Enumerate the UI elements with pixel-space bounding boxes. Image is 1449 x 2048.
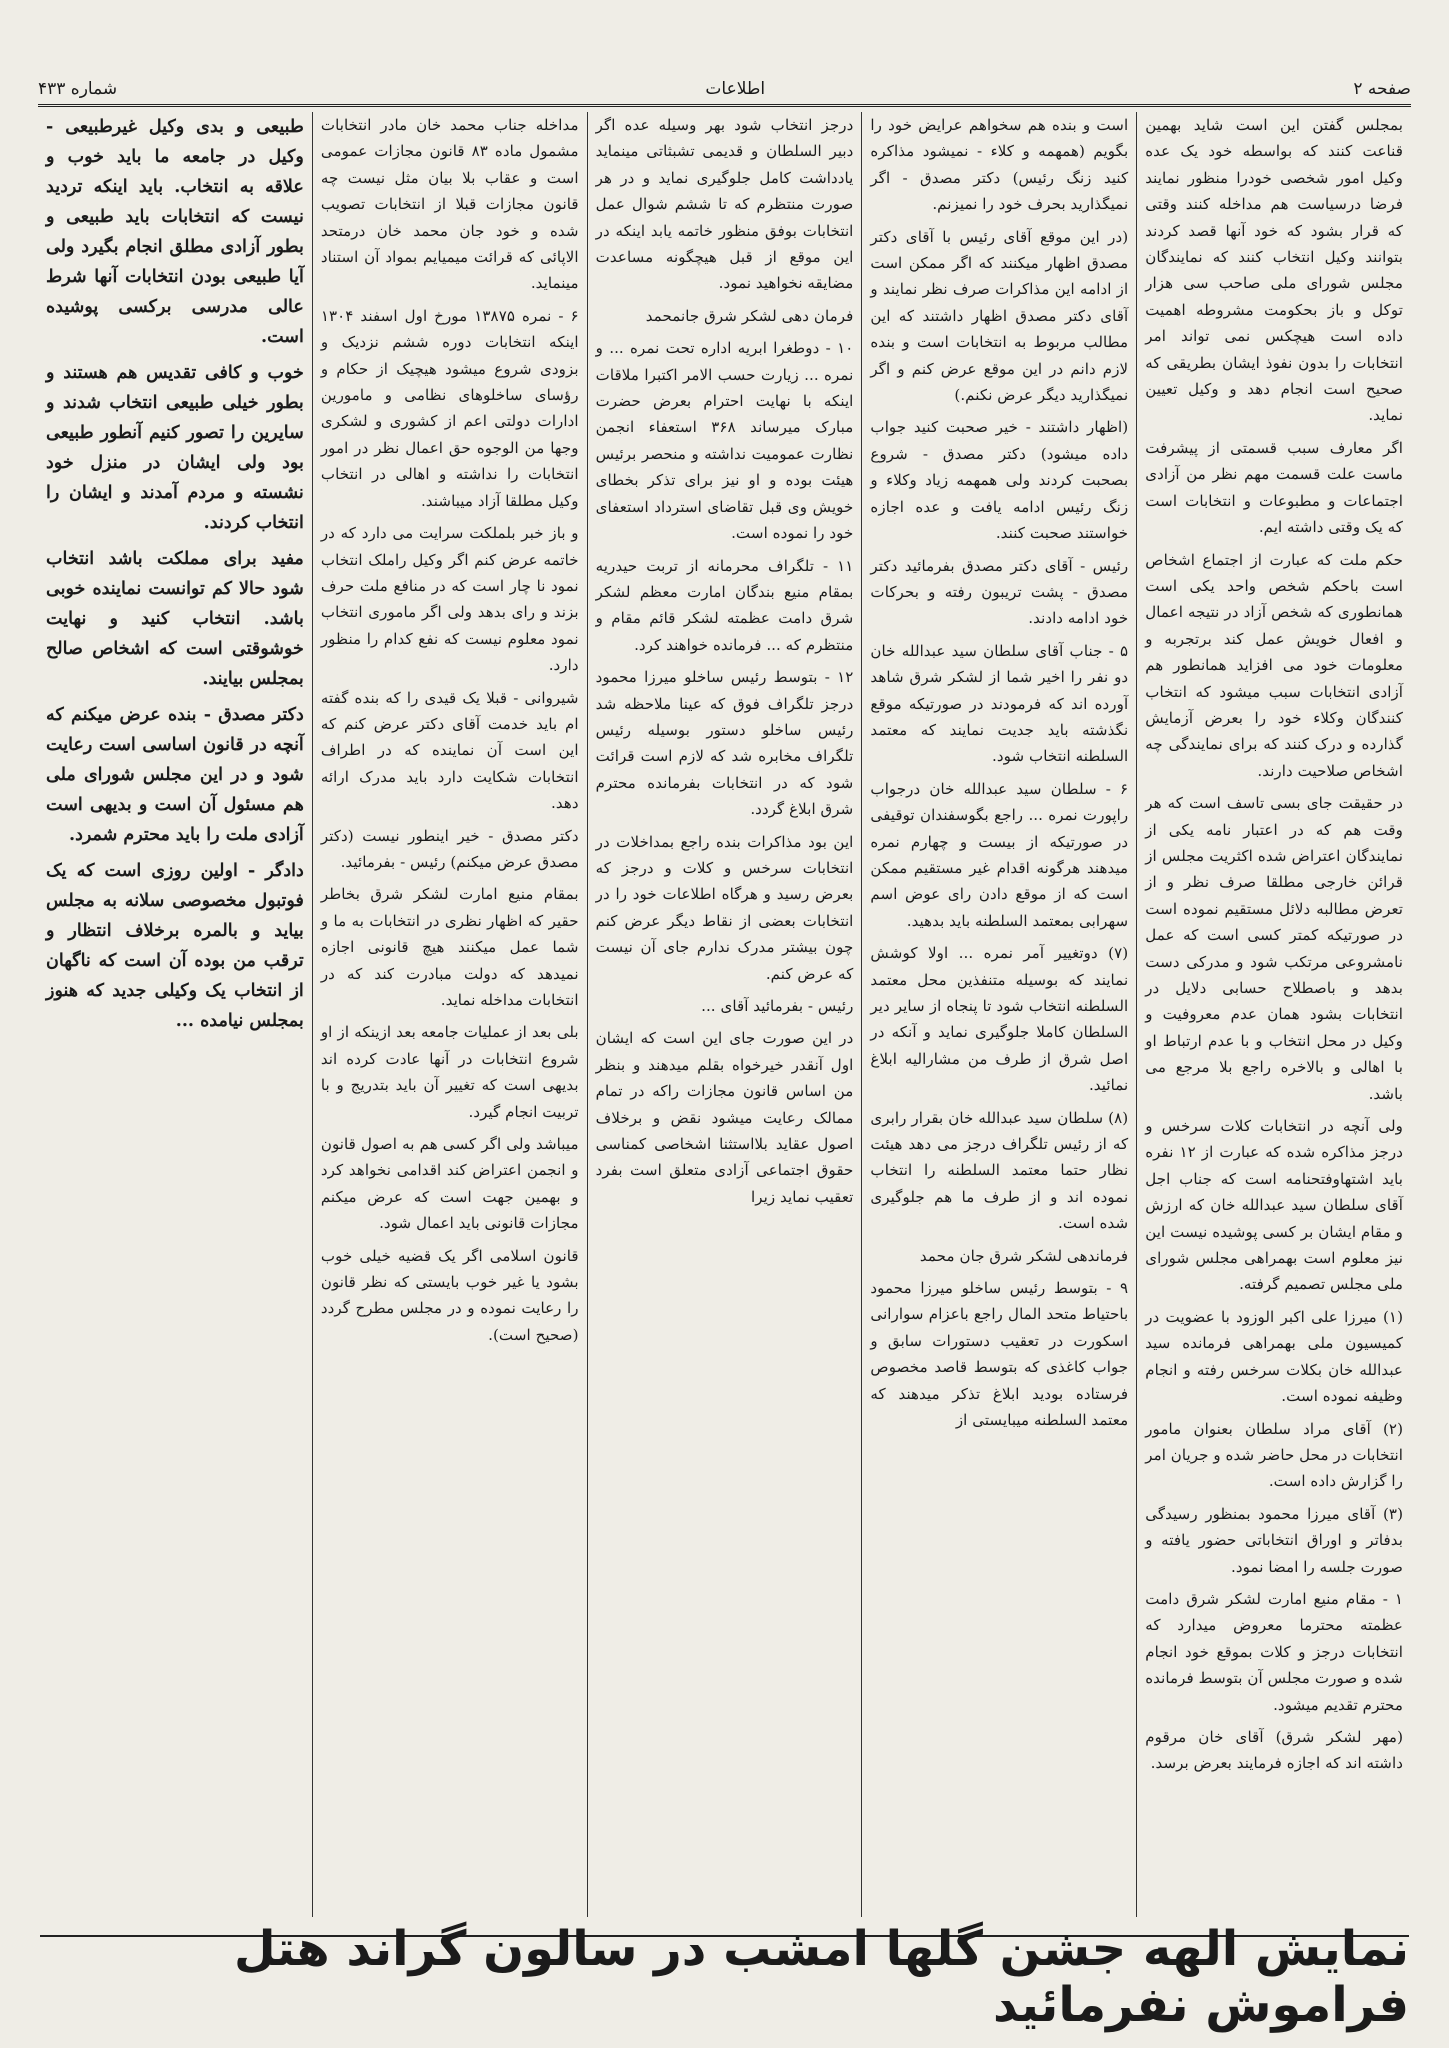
paragraph: بمقام منیع امارت لشکر شرق بخاطر حقیر که اظهار نظری در انتخابات به ما و شما عمل میکنند هیچ قانونی اجازه نمیدهد که دولت مبادرت کند که در انتخابات مداخله نماید. bbox=[320, 885, 579, 1009]
page-number: صفحه ۲ bbox=[1353, 79, 1411, 99]
article-column-2 bbox=[861, 112, 1136, 1917]
paragraph: مداخله جناب محمد خان مادر انتخابات مشمول ماده ۸۳ قانون مجازات عمومی است و عقاب بلا بیان مثل نیست چه قانون مجازات قبلا از انتخابات تصویب شده و خود جان محمد خان درمتحد الاپائی که قرائت میمیایم بمواد آن استناد مینماید. bbox=[320, 116, 579, 293]
paragraph: این بود مذاکرات بنده راجع بمداخلات در انتخابات سرخس و کلات و درجز که بعرض رسید و هرگاه اطلاعات خود را در انتخابات بعضی از نقاط دیگر عرض کنم چون بیشتر مدرک ندارم جای آن نیست که عرض کنم. bbox=[595, 832, 854, 983]
paragraph: میباشد ولی اگر کسی هم به اصول قانون و انجمن اعتراض کند اقدامی نخواهد کرد و بهمین جهت است که عرض میکنم مجازات قانونی باید اعمال شود. bbox=[320, 1135, 579, 1233]
paragraph: ۱۱ - تلگراف محرمانه از تربت حیدریه بمقام منیع بندگان امارت معظم لشکر شرق دامت عظمته لشکر قائم مقام و منتظرم که ... فرمانده خواهند کرد. bbox=[595, 556, 854, 654]
newspaper-title: اطلاعات bbox=[705, 79, 766, 99]
paragraph: ولی آنچه در انتخابات کلات سرخس و درجز مذاکره شده که عبارت از ۱۲ نفره باید اشتهاوفتحنامه است که جناب اجل آقای سلطان سید عبدالله خان که ارزش و مقام ایشان بر کسی پوشیده نیست این نیز معلوم است بهمراهی مجلس شورای ملی مجلس تصمیم گرفته. bbox=[1145, 1117, 1403, 1294]
article-column-5 bbox=[38, 112, 312, 1917]
paragraph: (۷) دوتغییر آمر نمره ... اولا کوشش نمایند که بوسیله متنفذین محل معتمد السلطنه انتخاب شود تا پنجاه از ساير دیر السلطان کاملا جلوگیری نماید و آنکه در اصل شرق از طرف من مشارالیه ابلاغ نمائید. bbox=[870, 944, 1129, 1095]
paragraph: ۶ - سلطان سید عبدالله خان درجواب راپورت نمره ... راجع بگوسفندان توقیفی در صورتیکه از بیست و چهارم نمره میدهند هرگونه اقدام غیر مستقیم ممکن است که از موقع دادن رای عوض اسم سهرابی بمعتمد السلطنه باید بدهید. bbox=[870, 779, 1129, 930]
text-columns bbox=[38, 112, 1411, 1917]
paragraph: بمجلس گفتن این است شاید بهمین قناعت کنند که بواسطه خود یک عده وکیل امور شخصی خودرا منظور نمایند فرضا درسیاست هم مداخله کنند وقتی که قرار بشود که خود آنها قصد کردند بتوانند وکیل انتخاب کنند که نمایندگان مجلس شورای ملی صاحب سی هزار توکل و باز بحکومت مشروطه اهمیت داده است هیچکس نمی تواند امر انتخابات را بدون نفوذ ایشان بطریقی که صحیح است انجام دهد و وکیل تعیین نماید. bbox=[1145, 116, 1403, 425]
paragraph: است و بنده هم سخواهم عرایض خود را بگویم (همهمه و کلاء - نمیشود مذاکره کنید زنگ رئیس) دکتر مصدق - اگر نمیگذارید بحرف خود را نمیزنم. bbox=[870, 116, 1129, 214]
paragraph: (۸) سلطان سید عبدالله خان بقرار رابری که از رئیس تلگراف درجز می دهد هیئت نظار حتما معتمد السلطنه را انتخاب نموده اند و از طرف ما هم جلوگیری شده است. bbox=[870, 1108, 1129, 1233]
advertisement-banner: نمایش الهه جشن گلها امشب در سالون گراند هتل فراموش نفرمائید bbox=[40, 1935, 1409, 2017]
paragraph: ۹ - بتوسط رئیس ساخلو میرزا محمود باحتیاط متحد المال راجع باعزام سوارانی اسکورت در تعقیب دستورات سابق و جواب کاغذی که بتوسط قاصد مخصوص فرستاده بودید ابلاغ تذکر میدهند که معتمد السلطنه میبایستی از bbox=[870, 1279, 1129, 1430]
paragraph: ۱۲ - بتوسط رئیس ساخلو میرزا محمود درجز تلگراف فوق که عینا ملاحظه شد رئیس ساخلو دستور بوسیله رئیس تلگراف مخابره شد که لازم است قرائت شود که در انتخابات بفرمانده محترم شرق ابلاغ گردد. bbox=[595, 668, 854, 819]
paragraph: بلی بعد از عملیات جامعه بعد ازینکه از او شروع انتخابات در آنها عادت کرده اند بدیهی است که تغییر آن باید بتدریج و با تربیت انجام گیرد. bbox=[320, 1023, 579, 1121]
paragraph: (۱) میرزا علی اکبر الوزود با عضویت در کمیسیون ملی بهمراهی فرمانده سید عبدالله خان بکلات سرخس رفته و انجام وظیفه نموده است. bbox=[1145, 1307, 1403, 1406]
paragraph: در حقیقت جای بسی تاسف است که هر وقت هم که در اعتبار نامه یکی از نمایندگان اعتراض شده اکثریت مجلس از قرائن خارجی مطلقا صرف نظر و از تعرض مطالبه دلائل مستقیم نموده است در صورتیکه کمتر کسی است که عمل نامشروعی مرتکب شود و مدرکی دست بدهد و باصطلاح حسابی دلایل در انتخابات بشود همان عدم معروفیت و وکیل در محل انتخاب و با عدم ارتباط او با اهالی و بالاخره راجع بلا مرجع می باشد. bbox=[1145, 794, 1403, 1103]
paragraph: رئیس - بفرمائید آقای ... bbox=[701, 997, 854, 1015]
paragraph: درجز انتخاب شود بهر وسیله عده اگر دبیر السلطان و قدیمی تشبثاتی مینماید یادداشت کامل جلوگیری نماید و در هر صورت منتظرم که تا ششم شوال عمل انتخابات بوفق منظور خاتمه یابد اینکه در این موقع از قبل هیچگونه مساعدت مضایقه نخواهید نمود. bbox=[595, 116, 854, 293]
paragraph: ۶ - نمره ۱۳۸۷۵ مورخ اول اسفند ۱۳۰۴ اینکه انتخابات دوره ششم نزدیک و بزودی شروع میشود هیچیک از حکام و رؤسای ساخلوهای نظامی و مامورین ادارات دولتی اعم از کشوری و لشکری وجها من الوجوه حق اعمال نظر در امور انتخابات را نداشته و اهالی در انتخاب وکیل مطلقا آزاد میباشند. bbox=[320, 306, 579, 510]
paragraph: (در این موقع آقای رئیس با آقای دکتر مصدق اظهار میکنند که اگر ممکن است از ادامه این مذاکرات صرف نظر نمایند و آقای دکتر مصدق اظهار داشتند که این مطالب مربوط به انتخابات است و بنده لازم دانم در این موقع عرض کنم و اگر نمیگذارید دیگر عرض نکنم.) bbox=[870, 227, 1129, 405]
paragraph: مفید برای مملکت باشد انتخاب شود حالا کم توانست نماینده خوبی باشد. انتخاب کنید و نهایت خوشوقتی است که اشخاص صالح بمجلس بیایند. bbox=[46, 549, 304, 689]
paragraph: ۱ - مقام منیع امارت لشکر شرق دامت عظمته محترما معروض میدارد که انتخابات درجز و کلات بموقع خود انجام شده و صورت مجلس آن بتوسط فرمانده محترم تقدیم میشود. bbox=[1145, 1589, 1403, 1714]
paragraph: قانون اسلامی اگر یک قضیه خیلی خوب بشود یا غیر خوب بایستی که نظر قانون را رعایت نموده و در مجلس مطرح گردد (صحیح است). bbox=[320, 1246, 579, 1344]
paragraph: و باز خبر بلملکت سرایت می دارد که در خاتمه عرض کنم اگر وکیل راملک انتخاب نمود نا چار است که در منافع ملت حرف بزند و رای بدهد ولی اگر ماموری انتخاب نمود معلوم نیست که نفع کدام را منظور دارد. bbox=[320, 524, 579, 675]
paragraph: در این صورت جای این است که ایشان اول آنقدر خیرخواه بقلم میدهند و بنظر من اساس قانون مجازات راکه در تمام ممالک رعایت میشود نقض و برخلاف اصول عقاید بلااستثنا اشخاصی کمناسی حقوق اجتماعی آزادی متعلق است بفرد تعقیب نماید زیرا bbox=[595, 1029, 854, 1206]
article-column-1 bbox=[1136, 112, 1411, 1917]
article-column-4 bbox=[312, 112, 587, 1917]
paragraph: دادگر - اولین روزی است که یک فوتبول مخصوصی سلانه به مجلس بیاید و بالمره برخلاف انتظار و ترقب من بوده آن است که ناگهان از انتخاب یک وکیلی جدید که هنوز بمجلس نیامده ... bbox=[46, 861, 304, 1031]
paragraph: دکتر مصدق - خیر اینطور نیست (دکتر مصدق عرض میکنم) رئیس - بفرمائید. bbox=[320, 826, 579, 871]
paragraph: اگر معارف سبب قسمتی از پیشرفت ماست علت قسمت مهم نظر من آزادی اجتماعات و مطبوعات و انتخابات است که یک وقتی داشته ایم. bbox=[1145, 438, 1403, 537]
page-header bbox=[38, 74, 1411, 107]
paragraph: خوب و کافی تقدیس هم هستند و بطور خیلی طبیعی انتخاب شدند و سایرین را تصور کنیم آنطور طبیعی بود ولی ایشان در منزل خود نشسته و مردم آمدند و ایشان را انتخاب کردند. bbox=[46, 363, 304, 533]
paragraph: (۲) آقای مراد سلطان بعنوان مامور انتخابات در محل حاضر شده و جریان امر را گزارش داده است. bbox=[1145, 1419, 1403, 1491]
paragraph: رئیس - آقای دکتر مصدق بفرمائید دکتر مصدق - پشت تریبون رفته و بحرکات خود ادامه دادند. bbox=[870, 556, 1129, 628]
paragraph: شیروانی - قبلا یک قیدی را که بنده گفته ام باید خدمت آقای دکتر عرض کنم که این است آن نماینده که در اطراف انتخابات شکایت دارد باید مدرک ارائه دهد. bbox=[320, 688, 579, 813]
paragraph: (اظهار داشتند - خیر صحبت کنید جواب داده میشود) دکتر مصدق - شروع بصحبت کردند ولی همهمه زیاد وکلاء و زنگ رئیس ادامه یافت و عده اجازه خواستند صحبت کنند. bbox=[870, 418, 1129, 543]
paragraph: ۱۰ - دوطغرا ابریه اداره تحت نمره ... و نمره ... زیارت حسب الامر اکتبرا ملاقات اینکه با نهایت احترام بعرض حضرت مبارک میرساند ۳۶۸ استعفاء انجمن نظارت عمومیت نداشته و منحصر برئیس هیئت بوده و او نیز برای تذکر بخطای خویش وی قبل تقاضای استرداد استعفای خود را نموده است. bbox=[595, 339, 854, 543]
paragraph: ۵ - جناب آقای سلطان سید عبدالله خان دو نفر را اخیر شما از لشکر شرق شاهد آورده اند که فرمودند در صورتیکه موقع نگذشته باید جدیت نمایند که معتمد السلطنه انتخاب شود. bbox=[870, 641, 1129, 766]
article-column-3 bbox=[587, 112, 862, 1917]
paragraph: فرمان دهی لشکر شرق جانمحمد bbox=[645, 306, 854, 325]
paragraph: (مهر لشکر شرق) آقای خان مرقوم داشته اند که اجازه فرمایند بعرض برسد. bbox=[1145, 1727, 1403, 1773]
issue-number: شماره ۴۳۳ bbox=[38, 79, 118, 99]
paragraph: (۳) آقای میرزا محمود بمنظور رسیدگی بدفاتر و اوراق انتخاباتی حضور یافته و صورت جلسه را امضا نمود. bbox=[1145, 1504, 1403, 1576]
paragraph: طبیعی و بدی وکیل غیرطبیعی - وکیل در جامعه ما باید خوب و علاقه به انتخاب. باید اینکه تردید نیست که انتخابات باید طبیعی و بطور آزادی مطلق انجام بگیرد ولی آیا طبیعی بودن انتخابات آنها شرط عالی مدرسی برکسی پوشیده است. bbox=[46, 117, 304, 347]
paragraph: فرماندهی لشکر شرق جان محمد bbox=[919, 1246, 1129, 1265]
paragraph: دکتر مصدق - بنده عرض میکنم که آنچه در قانون اساسی است رعایت شود و در این مجلس شورای ملی هم مسئول آن است و بدیهی است آزادی ملت را باید محترم شمرد. bbox=[46, 705, 304, 845]
paragraph: حکم ملت که عبارت از اجتماع اشخاص است باحکم شخص واحد یکی است همانطوری که شخص آزاد در نتیجه اعمال و افعال خویش عمل کند برتجربه و معلومات خود می افزاید همانطور هم آزادی انتخابات سبب میشود که انتخاب کنندگان وکلاء خود را بعرض آزمایش گذارده و درک کنند که برای نمایندگی چه اشخاص صلاحیت دارند. bbox=[1145, 550, 1403, 780]
